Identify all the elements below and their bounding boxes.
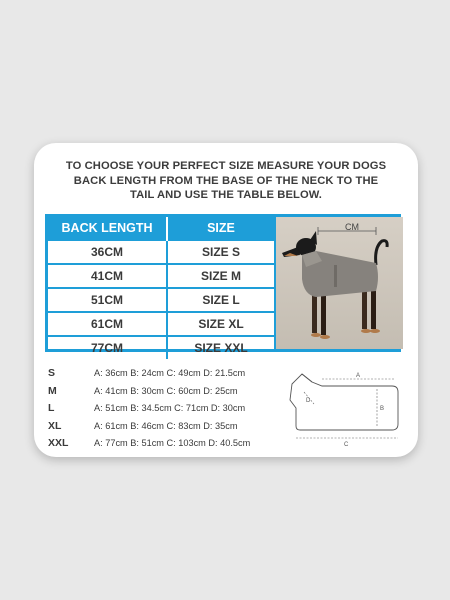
spec-values: A: 77cm B: 51cm C: 103cm D: 40.5cm (94, 438, 251, 448)
heading-line-2: BACK LENGTH FROM THE BASE OF THE NECK TO THE (73, 174, 379, 187)
list-item (48, 399, 268, 417)
list-item (48, 434, 268, 452)
dog-paw (361, 329, 371, 333)
size-cell: SIZE XL (167, 312, 274, 336)
dog-paw (370, 329, 380, 333)
size-cell: SIZE XXL (167, 336, 274, 359)
dimension-c-label: C (344, 442, 349, 448)
list-item (48, 364, 268, 382)
dog-paw (311, 333, 321, 337)
list-item (48, 382, 268, 400)
heading-line-3: TAIL AND USE THE TABLE BELOW. (129, 189, 323, 201)
size-guide-heading (34, 159, 418, 203)
spec-size-label: XL (48, 419, 62, 432)
table-row (48, 288, 274, 312)
dog-paw (320, 335, 330, 339)
back-length-cell: 51CM (48, 288, 167, 312)
spec-values: A: 41cm B: 30cm C: 60cm D: 25cm (94, 385, 238, 396)
dog-leg-back-left (362, 287, 367, 329)
spec-values: A: 36cm B: 24cm C: 49cm D: 21.5cm (94, 368, 246, 378)
spec-size-label: S (48, 367, 56, 379)
dimension-b-label: B (380, 406, 385, 412)
spec-size-label: XXL (48, 437, 69, 449)
table-row (48, 264, 274, 288)
measurement-list (48, 364, 268, 452)
list-item (48, 417, 268, 435)
header-back-length: BACK LENGTH (48, 217, 167, 240)
spec-values: A: 51cm B: 34.5cm C: 71cm D: 30cm (94, 403, 246, 413)
size-guide-card (34, 143, 418, 457)
size-table-grid (48, 217, 274, 359)
dimension-a-label: A (356, 373, 361, 379)
size-cell: SIZE S (167, 240, 274, 264)
spec-size-label: M (48, 384, 57, 397)
back-length-cell: 77CM (48, 336, 167, 359)
dimension-d-label: D (306, 398, 311, 404)
heading-line-1: TO CHOOSE YOUR PERFECT SIZE MEASURE YOUR DOGS (65, 160, 387, 172)
back-length-cell: 61CM (48, 312, 167, 336)
cm-label: CM (345, 222, 359, 232)
back-length-cell: 41CM (48, 264, 167, 288)
dog-leg-back-right (371, 287, 376, 329)
coat-diagram (282, 364, 402, 449)
table-row (48, 240, 274, 264)
back-length-cell: 36CM (48, 240, 167, 264)
dog-illustration (276, 217, 403, 349)
coat-outline-diagram (282, 364, 402, 449)
collar-line (302, 374, 312, 382)
size-cell: SIZE L (167, 288, 274, 312)
dog-tail (376, 241, 388, 265)
spec-values: A: 61cm B: 46cm C: 83cm D: 35cm (94, 420, 238, 431)
table-row (48, 336, 274, 359)
dog-photo (274, 217, 403, 349)
size-cell: SIZE M (167, 264, 274, 288)
header-size: SIZE (167, 217, 274, 240)
table-row (48, 312, 274, 336)
dog-robe-belt (334, 265, 337, 287)
size-table (45, 214, 401, 355)
spec-size-label: L (48, 402, 55, 414)
